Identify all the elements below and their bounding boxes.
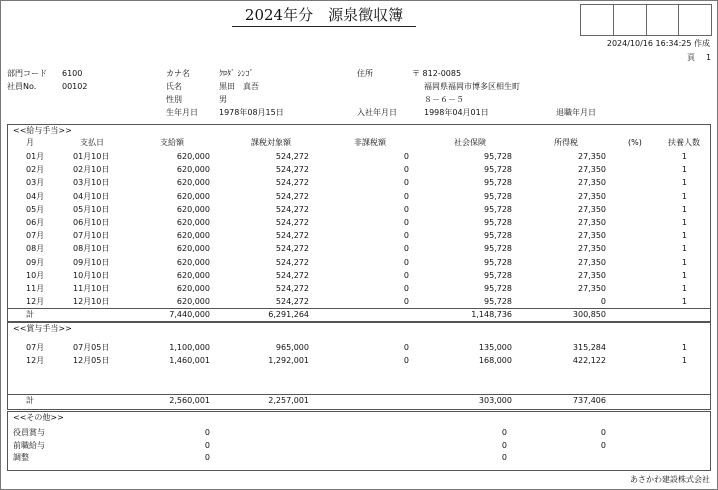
income-tax-cell: 27,350 bbox=[578, 218, 606, 227]
payment-cell: 620,000 bbox=[176, 244, 210, 254]
income-tax-cell: 27,350 bbox=[578, 178, 606, 188]
salary-row bbox=[0, 259, 718, 271]
income-tax-cell: 27,350 bbox=[578, 257, 606, 267]
pay-date-cell: 03月10日 bbox=[73, 178, 110, 188]
income-tax-cell: 0 bbox=[600, 297, 606, 307]
header-pay-date: 支払日 bbox=[80, 138, 104, 147]
social-insurance-cell: 95,728 bbox=[484, 204, 512, 214]
month-cell: 10月 bbox=[26, 270, 45, 280]
total-label: 計 bbox=[26, 396, 34, 405]
bonus-total-row bbox=[0, 397, 718, 409]
header-month: 月 bbox=[26, 138, 34, 147]
page-title: 2024年分 源泉徴収簿 bbox=[232, 8, 416, 27]
taxable-cell: 524,272 bbox=[275, 178, 309, 188]
dependents-cell: 1 bbox=[681, 343, 687, 352]
income-tax-cell: 27,350 bbox=[578, 270, 606, 280]
taxable-cell: 524,272 bbox=[275, 204, 309, 214]
approval-stamp-boxes bbox=[580, 4, 712, 36]
nontaxable-cell: 0 bbox=[403, 204, 409, 214]
pay-date-cell: 06月10日 bbox=[73, 218, 110, 227]
salary-row bbox=[0, 166, 718, 178]
page-number: 1 bbox=[706, 53, 712, 62]
payment-cell: 620,000 bbox=[176, 218, 210, 227]
month-cell: 12月 bbox=[26, 356, 45, 365]
dependents-cell: 1 bbox=[681, 297, 687, 307]
gender-value: 男 bbox=[219, 95, 227, 104]
nontaxable-cell: 0 bbox=[403, 152, 409, 161]
payment-cell: 620,000 bbox=[176, 178, 210, 188]
stamp-box bbox=[646, 5, 679, 35]
pay-date-cell: 10月10日 bbox=[73, 270, 110, 280]
income-tax-cell: 27,350 bbox=[578, 204, 606, 214]
nontaxable-cell: 0 bbox=[403, 284, 409, 293]
taxable-cell: 524,272 bbox=[275, 297, 309, 307]
salary-row bbox=[0, 298, 718, 310]
taxable-cell: 524,272 bbox=[275, 231, 309, 241]
address-line-1: 福岡県福岡市博多区相生町 bbox=[424, 82, 520, 91]
pay-date-cell: 05月10日 bbox=[73, 204, 110, 214]
nontaxable-cell: 0 bbox=[403, 270, 409, 280]
pay-date-cell: 04月10日 bbox=[73, 191, 110, 201]
dependents-cell: 1 bbox=[681, 284, 687, 293]
salary-row bbox=[0, 219, 718, 231]
social-insurance-cell: 95,728 bbox=[484, 257, 512, 267]
income-tax-cell: 27,350 bbox=[578, 165, 606, 175]
gender-label: 性別 bbox=[166, 95, 182, 104]
total-social-insurance-cell: 303,000 bbox=[478, 396, 512, 405]
social-insurance-cell: 95,728 bbox=[484, 218, 512, 227]
bonus-section-label: <<賞与手当>> bbox=[13, 324, 72, 333]
month-cell: 11月 bbox=[26, 284, 45, 293]
header-taxable: 課税対象額 bbox=[251, 138, 291, 147]
header-payment: 支給額 bbox=[160, 138, 184, 147]
social-insurance-cell: 168,000 bbox=[478, 356, 512, 365]
header-income-tax: 所得税 bbox=[554, 138, 578, 147]
salary-header-row bbox=[0, 139, 718, 151]
income-tax-cell: 27,350 bbox=[578, 152, 606, 161]
header-nontaxable: 非課税額 bbox=[354, 138, 386, 147]
pay-date-cell: 11月10日 bbox=[73, 284, 110, 293]
dept-code-value: 6100 bbox=[62, 69, 83, 78]
month-cell: 09月 bbox=[26, 257, 45, 267]
retire-date-label: 退職年月日 bbox=[556, 108, 596, 117]
nontaxable-cell: 0 bbox=[403, 257, 409, 267]
created-timestamp: 2024/10/16 16:34:25 作成 bbox=[606, 39, 710, 48]
social-insurance-cell: 95,728 bbox=[484, 270, 512, 280]
other-value-a: 0 bbox=[204, 453, 210, 462]
dept-code-label: 部門コード bbox=[7, 69, 47, 78]
month-cell: 03月 bbox=[26, 178, 45, 188]
dependents-cell: 1 bbox=[681, 231, 687, 241]
other-label: 調整 bbox=[13, 453, 29, 462]
other-value-c: 0 bbox=[600, 440, 606, 450]
social-insurance-cell: 95,728 bbox=[484, 165, 512, 175]
salary-row bbox=[0, 206, 718, 218]
other-value-b: 0 bbox=[501, 428, 507, 437]
other-value-a: 0 bbox=[204, 428, 210, 437]
payment-cell: 620,000 bbox=[176, 231, 210, 241]
total-payment-cell: 2,560,001 bbox=[169, 396, 210, 405]
salary-row bbox=[0, 272, 718, 284]
social-insurance-cell: 135,000 bbox=[478, 343, 512, 352]
month-cell: 01月 bbox=[26, 152, 45, 161]
social-insurance-cell: 95,728 bbox=[484, 191, 512, 201]
taxable-cell: 965,000 bbox=[275, 343, 309, 352]
other-label: 前職給与 bbox=[13, 440, 45, 450]
dependents-cell: 1 bbox=[681, 356, 687, 365]
social-insurance-cell: 95,728 bbox=[484, 231, 512, 241]
payment-cell: 620,000 bbox=[176, 204, 210, 214]
month-cell: 07月 bbox=[26, 343, 45, 352]
nontaxable-cell: 0 bbox=[403, 165, 409, 175]
pay-date-cell: 08月10日 bbox=[73, 244, 110, 254]
nontaxable-cell: 0 bbox=[403, 231, 409, 241]
join-date-label: 入社年月日 bbox=[357, 108, 397, 117]
kana-name-label: カナ名 bbox=[166, 69, 190, 78]
other-value-c: 0 bbox=[600, 428, 606, 437]
payment-cell: 1,100,000 bbox=[169, 343, 210, 352]
dependents-cell: 1 bbox=[681, 152, 687, 161]
kana-name-value: ｸﾛﾀﾞ ｼﾝｺﾞ bbox=[219, 69, 254, 78]
taxable-cell: 524,272 bbox=[275, 284, 309, 293]
total-income-tax-cell: 300,850 bbox=[572, 310, 606, 319]
pay-date-cell: 07月05日 bbox=[73, 343, 110, 352]
pay-date-cell: 09月10日 bbox=[73, 257, 110, 267]
other-value-b: 0 bbox=[501, 440, 507, 450]
header-social-insurance: 社会保険 bbox=[454, 138, 486, 147]
total-payment-cell: 7,440,000 bbox=[169, 310, 210, 319]
payment-cell: 620,000 bbox=[176, 284, 210, 293]
pay-date-cell: 07月10日 bbox=[73, 231, 110, 241]
payment-cell: 1,460,001 bbox=[169, 356, 210, 365]
nontaxable-cell: 0 bbox=[403, 356, 409, 365]
month-cell: 07月 bbox=[26, 231, 45, 241]
salary-row bbox=[0, 153, 718, 165]
salary-row bbox=[0, 232, 718, 244]
salary-row bbox=[0, 193, 718, 205]
social-insurance-cell: 95,728 bbox=[484, 152, 512, 161]
dependents-cell: 1 bbox=[681, 165, 687, 175]
income-tax-cell: 27,350 bbox=[578, 191, 606, 201]
header-dependents: 扶養人数 bbox=[668, 138, 700, 147]
payment-cell: 620,000 bbox=[176, 270, 210, 280]
address-label: 住所 bbox=[357, 69, 373, 78]
salary-row bbox=[0, 245, 718, 257]
nontaxable-cell: 0 bbox=[403, 178, 409, 188]
month-cell: 04月 bbox=[26, 191, 45, 201]
stamp-box bbox=[613, 5, 646, 35]
income-tax-cell: 27,350 bbox=[578, 231, 606, 241]
income-tax-cell: 27,350 bbox=[578, 244, 606, 254]
nontaxable-cell: 0 bbox=[403, 191, 409, 201]
dependents-cell: 1 bbox=[681, 218, 687, 227]
total-income-tax-cell: 737,406 bbox=[572, 396, 606, 405]
other-value-b: 0 bbox=[501, 453, 507, 462]
employee-no-value: 00102 bbox=[62, 82, 88, 91]
payment-cell: 620,000 bbox=[176, 191, 210, 201]
salary-row bbox=[0, 285, 718, 297]
social-insurance-cell: 95,728 bbox=[484, 284, 512, 293]
payment-cell: 620,000 bbox=[176, 152, 210, 161]
nontaxable-cell: 0 bbox=[403, 343, 409, 352]
taxable-cell: 1,292,001 bbox=[268, 356, 309, 365]
pay-date-cell: 02月10日 bbox=[73, 165, 110, 175]
dependents-cell: 1 bbox=[681, 270, 687, 280]
payment-cell: 620,000 bbox=[176, 257, 210, 267]
bonus-row bbox=[0, 357, 718, 369]
month-cell: 08月 bbox=[26, 244, 45, 254]
dependents-cell: 1 bbox=[681, 244, 687, 254]
company-name: あさかわ建設株式会社 bbox=[630, 475, 710, 484]
other-value-a: 0 bbox=[204, 440, 210, 450]
pay-date-cell: 12月10日 bbox=[73, 297, 110, 307]
name-value: 黒田 真吾 bbox=[219, 82, 259, 91]
bonus-total-divider bbox=[7, 394, 710, 395]
other-row bbox=[0, 429, 718, 441]
salary-total-row bbox=[0, 311, 718, 323]
postal-code: 〒 812-0085 bbox=[412, 69, 462, 78]
total-social-insurance-cell: 1,148,736 bbox=[471, 310, 512, 319]
taxable-cell: 524,272 bbox=[275, 218, 309, 227]
social-insurance-cell: 95,728 bbox=[484, 244, 512, 254]
pay-date-cell: 01月10日 bbox=[73, 152, 110, 161]
dependents-cell: 1 bbox=[681, 178, 687, 188]
other-row bbox=[0, 454, 718, 466]
month-cell: 12月 bbox=[26, 297, 45, 307]
social-insurance-cell: 95,728 bbox=[484, 178, 512, 188]
taxable-cell: 524,272 bbox=[275, 270, 309, 280]
month-cell: 06月 bbox=[26, 218, 45, 227]
stamp-box bbox=[581, 5, 613, 35]
nontaxable-cell: 0 bbox=[403, 297, 409, 307]
other-row bbox=[0, 442, 718, 454]
stamp-box bbox=[678, 5, 711, 35]
taxable-cell: 524,272 bbox=[275, 152, 309, 161]
month-cell: 05月 bbox=[26, 204, 45, 214]
other-label: 役員賞与 bbox=[13, 428, 45, 437]
page-label: 頁 bbox=[687, 53, 695, 62]
dependents-cell: 1 bbox=[681, 257, 687, 267]
taxable-cell: 524,272 bbox=[275, 257, 309, 267]
salary-row bbox=[0, 179, 718, 191]
other-section-label: <<その他>> bbox=[13, 413, 64, 422]
address-line-2: ８－６－５ bbox=[424, 95, 464, 104]
name-label: 氏名 bbox=[166, 82, 182, 91]
bonus-row bbox=[0, 344, 718, 356]
payment-cell: 620,000 bbox=[176, 297, 210, 307]
employee-no-label: 社員No. bbox=[7, 82, 37, 91]
header-percent: (%) bbox=[628, 138, 642, 147]
join-date-value: 1998年04月01日 bbox=[424, 108, 489, 117]
payment-cell: 620,000 bbox=[176, 165, 210, 175]
dependents-cell: 1 bbox=[681, 204, 687, 214]
total-label: 計 bbox=[26, 310, 34, 319]
birth-date-value: 1978年08月15日 bbox=[219, 108, 284, 117]
total-taxable-cell: 6,291,264 bbox=[268, 310, 309, 319]
salary-section-label: <<給与手当>> bbox=[13, 126, 72, 135]
pay-date-cell: 12月05日 bbox=[73, 356, 110, 365]
total-taxable-cell: 2,257,001 bbox=[268, 396, 309, 405]
social-insurance-cell: 95,728 bbox=[484, 297, 512, 307]
nontaxable-cell: 0 bbox=[403, 218, 409, 227]
birth-date-label: 生年月日 bbox=[166, 108, 198, 117]
income-tax-cell: 27,350 bbox=[578, 284, 606, 293]
taxable-cell: 524,272 bbox=[275, 191, 309, 201]
nontaxable-cell: 0 bbox=[403, 244, 409, 254]
taxable-cell: 524,272 bbox=[275, 165, 309, 175]
dependents-cell: 1 bbox=[681, 191, 687, 201]
taxable-cell: 524,272 bbox=[275, 244, 309, 254]
month-cell: 02月 bbox=[26, 165, 45, 175]
income-tax-cell: 422,122 bbox=[572, 356, 606, 365]
income-tax-cell: 315,284 bbox=[572, 343, 606, 352]
